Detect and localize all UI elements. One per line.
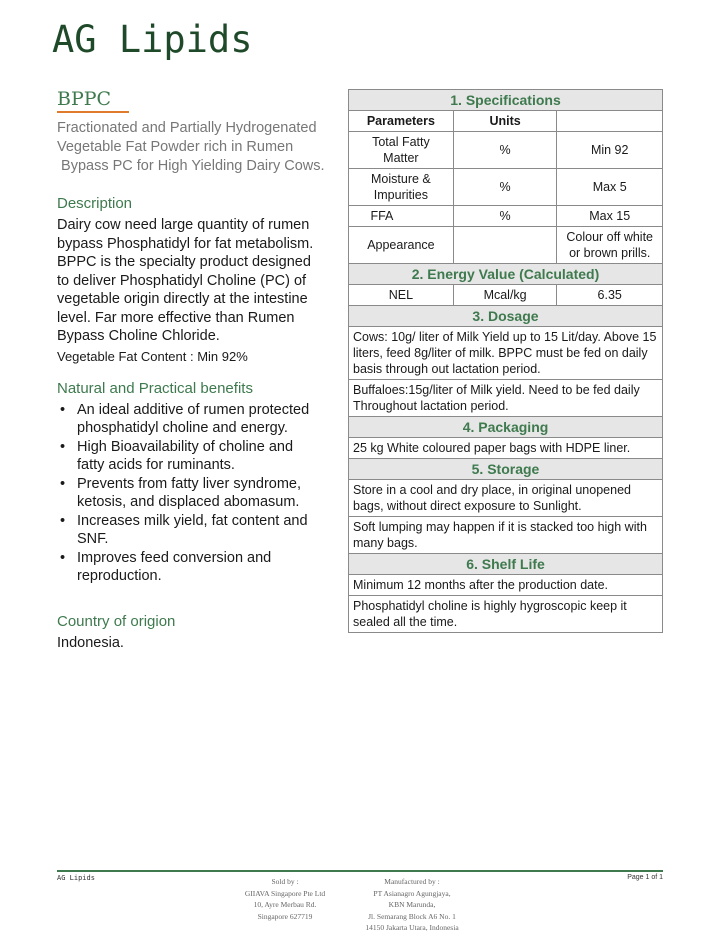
description-text bbox=[57, 216, 342, 346]
fat-content: Vegetable Fat Content : Min 92% bbox=[57, 348, 248, 364]
bullet-icon: • bbox=[60, 512, 66, 529]
table-row: Cows: 10g/ liter of Milk Yield up to 15 Lit/day. Above 15 liters, feed 8g/liter of milk. BPPC must be fed on daily basis through out lactation period. bbox=[349, 327, 663, 380]
origin-value: Indonesia. bbox=[57, 634, 124, 651]
bullet-icon: • bbox=[60, 549, 66, 566]
bullet-icon: • bbox=[60, 401, 66, 418]
bullet-icon: • bbox=[60, 475, 66, 492]
table-row: Total Fatty Matter % Min 92 bbox=[349, 132, 663, 169]
footer-sold-by: Sold by : GIIAVA Singapore Pte Ltd 10, Ayre Merbau Rd. Singapore 627719 bbox=[244, 877, 326, 921]
section-heading-dosage: 3. Dosage bbox=[349, 306, 663, 327]
page-number: Page 1 of 1 bbox=[627, 874, 663, 881]
brand-logo: AG Lipids bbox=[52, 18, 253, 61]
product-subtitle bbox=[57, 119, 342, 176]
specifications-table bbox=[348, 89, 663, 633]
subtitle-line: Bypass PC for High Yielding Dairy Cows. bbox=[57, 158, 325, 174]
table-row: NEL Mcal/kg 6.35 bbox=[349, 285, 663, 306]
table-row: Store in a cool and dry place, in original unopened bags, without direct exposure to Sunlight. bbox=[349, 480, 663, 517]
list-item: • An ideal additive of rumen protected phosphatidyl choline and energy. bbox=[60, 401, 310, 436]
description-line: BPPC is the specialty product designed bbox=[57, 254, 311, 270]
list-item: • Increases milk yield, fat content and SNF. bbox=[60, 512, 308, 547]
product-name: BPPC bbox=[57, 88, 112, 110]
benefits-heading: Natural and Practical benefits bbox=[57, 379, 253, 397]
table-row: Moisture & Impurities % Max 5 bbox=[349, 169, 663, 206]
column-header-value bbox=[557, 111, 663, 132]
description-line: bypass Phosphatidyl for fat metabolism. bbox=[57, 235, 314, 252]
table-row: Appearance Colour off white or brown prills. bbox=[349, 227, 663, 264]
footer-brand: AG Lipids bbox=[57, 874, 95, 882]
section-heading-packaging: 4. Packaging bbox=[349, 417, 663, 438]
footer-manufactured-by: Manufactured by : PT Asianagro Agungjaya, KBN Marunda, Jl. Semarang Block A6 No. 1 14150 Jakarta Utara, Indonesia bbox=[365, 877, 459, 932]
description-line: Bypass Choline Chloride. bbox=[57, 328, 220, 344]
product-name-underline bbox=[57, 111, 129, 113]
table-row: Minimum 12 months after the production date. bbox=[349, 575, 663, 596]
list-item: • Improves feed conversion and reproduction. bbox=[60, 549, 272, 584]
product-info-column bbox=[57, 88, 342, 652]
table-row: Buffaloes:15g/liter of Milk yield. Need to be fed daily Throughout lactation period. bbox=[349, 380, 663, 417]
table-row: FFA % Max 15 bbox=[349, 206, 663, 227]
bullet-icon: • bbox=[60, 438, 66, 455]
section-heading-shelf-life: 6. Shelf Life bbox=[349, 554, 663, 575]
subtitle-line: Fractionated and Partially Hydrogenated bbox=[57, 120, 317, 136]
footer-divider bbox=[57, 870, 663, 872]
table-row: Phosphatidyl choline is highly hygroscopic keep it sealed all the time. bbox=[349, 596, 663, 633]
column-header-parameters: Parameters bbox=[349, 111, 454, 132]
list-item: • High Bioavailability of choline and fatty acids for ruminants. bbox=[60, 438, 294, 473]
subtitle-line: Vegetable Fat Powder rich in Rumen bbox=[57, 139, 294, 155]
column-header-units: Units bbox=[453, 111, 557, 132]
section-heading-storage: 5. Storage bbox=[349, 459, 663, 480]
origin-heading: Country of origion bbox=[57, 612, 176, 630]
description-line: Dairy cow need large quantity of rumen bbox=[57, 217, 310, 233]
description-line: level. Far more effective than Rumen bbox=[57, 309, 295, 326]
list-item: • Prevents from fatty liver syndrome, ketosis, and displaced abomasum. bbox=[60, 475, 302, 510]
description-heading: Description bbox=[57, 195, 133, 212]
benefits-list bbox=[57, 401, 342, 586]
description-line: vegetable origin directly at the intestine bbox=[57, 291, 308, 307]
table-row: Soft lumping may happen if it is stacked too high with many bags. bbox=[349, 517, 663, 554]
table-row: 25 kg White coloured paper bags with HDPE liner. bbox=[349, 438, 663, 459]
section-heading-specifications: 1. Specifications bbox=[349, 90, 663, 111]
description-line: to deliver Phosphatidyl Choline (PC) of bbox=[57, 272, 307, 289]
section-heading-energy: 2. Energy Value (Calculated) bbox=[349, 264, 663, 285]
